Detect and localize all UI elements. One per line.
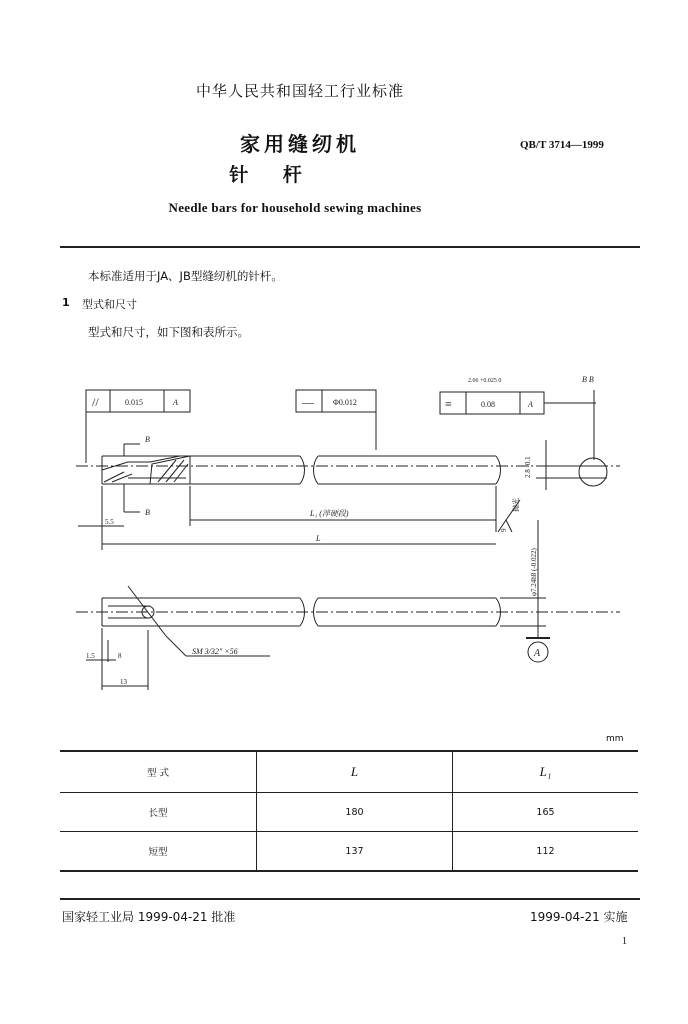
section-label: B B [582,375,594,384]
footer-rule [60,898,640,900]
parallel-symbol: // [92,395,99,409]
parallel-datum: A [173,398,178,407]
cross-section-circle [579,458,607,486]
implementation-note: 1999-04-21 实施 [530,910,628,924]
dim-5-5: 5.5 [105,518,114,526]
dim-2-8: 2.8 -0.1 [524,456,532,478]
table-row [60,793,638,832]
dim-1-5: 1.5 [86,652,95,660]
table-header-cell: L [257,751,453,793]
header-rule [60,246,640,248]
issuing-authority: 中华人民共和国轻工行业标准 [195,82,404,100]
bar-left-outline [102,456,300,484]
document-title: 家用缝纫机 [240,132,360,156]
symmetry-tolerance: 0.08 [481,400,495,409]
dim-slot-width: 2.06 +0.025 0 [468,378,502,384]
section-number: 1 [62,296,70,309]
table-row [60,832,638,872]
table-cell: 165 [453,793,639,832]
section-mark-bottom: B [145,508,150,517]
dimension-table [60,750,638,872]
page-number: 1 [622,936,627,947]
section-paragraph: 型式和尺寸，如下图和表所示。 [88,325,249,339]
parallel-tolerance: 0.015 [125,398,143,407]
table-cell: 112 [453,832,639,872]
table-cell: 长型 [60,793,257,832]
table-cell: 短型 [60,832,257,872]
table-header-row [60,751,638,793]
scope-paragraph: 本标准适用于JA、JB型缝纫机的针杆。 [88,269,283,283]
english-title: Needle bars for household sewing machines [168,200,422,215]
section-mark-top: B [145,435,150,444]
dim-9: 9 [500,528,508,532]
standard-number: QB/T 3714—1999 [520,139,604,151]
approval-note: 国家轻工业局 1999-04-21 批准 [62,910,236,924]
thread-note: SM 3/32" ×56 [192,647,238,656]
table-cell: 137 [257,832,453,872]
straightness-tolerance: Φ0.012 [333,398,357,407]
bar-right-outline [318,456,496,484]
dim-13: 13 [120,678,127,686]
dim-8: 8 [118,652,122,660]
section-title: 型式和尺寸 [82,298,137,311]
straightness-symbol: — [302,395,314,409]
symmetry-symbol: ≡ [445,397,452,411]
dim-L1: L₁ (淬硬段) [310,509,349,518]
symmetry-datum: A [528,400,533,409]
dim-diameter: φ7.24h8 (-0.022) [530,548,538,596]
dim-L: L [316,534,321,543]
table-header-cell: 型 式 [60,751,257,793]
document-subtitle: 针 杆 [229,164,316,186]
unit-label: mm [606,734,624,744]
datum-label: A [534,648,541,659]
table-header-cell: L₁ [453,751,639,793]
table-cell: 180 [257,793,453,832]
needle-bar-drawing [0,360,688,720]
surface-note: 抛光 [512,498,520,512]
